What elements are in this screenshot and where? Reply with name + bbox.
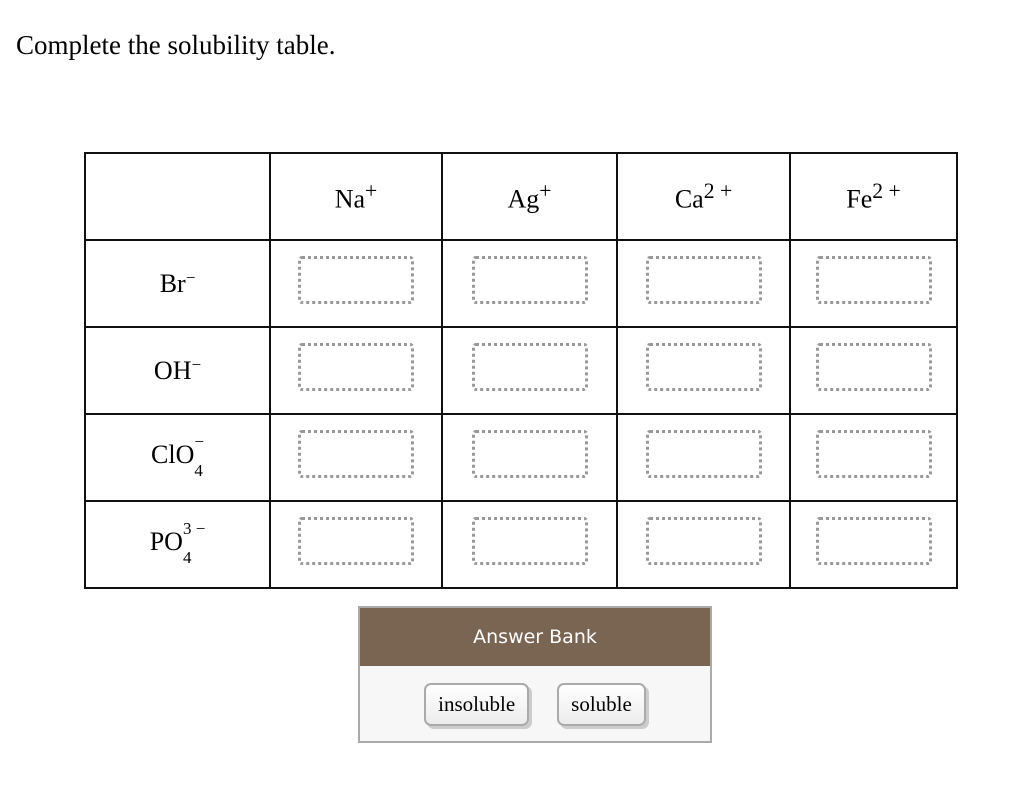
column-header-ca: [617, 153, 790, 240]
cation-label: Ag: [507, 184, 540, 214]
cell: [617, 327, 790, 414]
drop-target-po4-0[interactable]: [298, 517, 414, 565]
column-header-na: [270, 153, 442, 240]
drop-target-br-3[interactable]: [816, 256, 932, 304]
cell: [442, 240, 617, 327]
cell: [790, 327, 957, 414]
cation-label: Na: [334, 184, 366, 214]
cation-label: Ca: [674, 184, 704, 214]
cell: [270, 414, 442, 501]
cell: [617, 501, 790, 588]
cell: [790, 414, 957, 501]
anion-charge: 3 −: [182, 518, 206, 538]
anion-subscript: 4: [182, 547, 192, 567]
row-header-po4: [85, 501, 270, 588]
drop-target-clo4-3[interactable]: [816, 430, 932, 478]
anion-label: PO: [149, 527, 183, 557]
corner-cell: [85, 153, 270, 240]
cation-charge: +: [365, 178, 378, 203]
table-row-oh: [85, 327, 957, 414]
table-row-clo4: [85, 414, 957, 501]
drop-target-po4-2[interactable]: [646, 517, 762, 565]
anion-scripts: [182, 518, 206, 567]
anion-scripts: [191, 355, 202, 381]
anion-label: Br: [159, 268, 186, 298]
anion-charge: −: [194, 431, 204, 451]
table-row-br: [85, 240, 957, 327]
drop-target-br-0[interactable]: [298, 256, 414, 304]
drop-target-clo4-1[interactable]: [472, 430, 588, 478]
answer-bank-title: Answer Bank: [360, 608, 710, 666]
cell: [617, 240, 790, 327]
row-header-oh: [85, 327, 270, 414]
column-header-ag: [442, 153, 617, 240]
header-row: [85, 153, 957, 240]
drop-target-po4-1[interactable]: [472, 517, 588, 565]
drop-target-clo4-2[interactable]: [646, 430, 762, 478]
cell: [442, 414, 617, 501]
anion-charge: −: [191, 355, 202, 375]
anion-charge: −: [185, 268, 196, 288]
cell: [617, 414, 790, 501]
row-header-clo4: [85, 414, 270, 501]
solubility-table: [84, 152, 958, 589]
cell: [270, 501, 442, 588]
drop-target-po4-3[interactable]: [816, 517, 932, 565]
cell: [270, 240, 442, 327]
anion-subscript: 4: [194, 460, 203, 480]
anion-label: OH: [153, 355, 192, 385]
answer-chip-insoluble[interactable]: insoluble: [424, 683, 529, 726]
cation-charge: +: [539, 178, 552, 203]
anion-label: ClO: [151, 440, 195, 470]
cell: [790, 501, 957, 588]
table-row-po4: [85, 501, 957, 588]
anion-scripts: [185, 268, 196, 294]
drop-target-br-1[interactable]: [472, 256, 588, 304]
cation-charge: 2 +: [703, 178, 733, 203]
cell: [270, 327, 442, 414]
drop-target-oh-2[interactable]: [646, 343, 762, 391]
anion-scripts: [194, 431, 204, 480]
answer-chip-soluble[interactable]: soluble: [557, 683, 646, 726]
question-prompt: Complete the solubility table.: [16, 30, 336, 60]
cation-label: Fe: [846, 184, 873, 214]
drop-target-clo4-0[interactable]: [298, 430, 414, 478]
drop-target-br-2[interactable]: [646, 256, 762, 304]
drop-target-oh-1[interactable]: [472, 343, 588, 391]
column-header-fe: [790, 153, 957, 240]
row-header-br: [85, 240, 270, 327]
cell: [442, 501, 617, 588]
answer-bank: [358, 606, 712, 743]
cation-charge: 2 +: [872, 178, 901, 203]
drop-target-oh-3[interactable]: [816, 343, 932, 391]
cell: [790, 240, 957, 327]
drop-target-oh-0[interactable]: [298, 343, 414, 391]
cell: [442, 327, 617, 414]
